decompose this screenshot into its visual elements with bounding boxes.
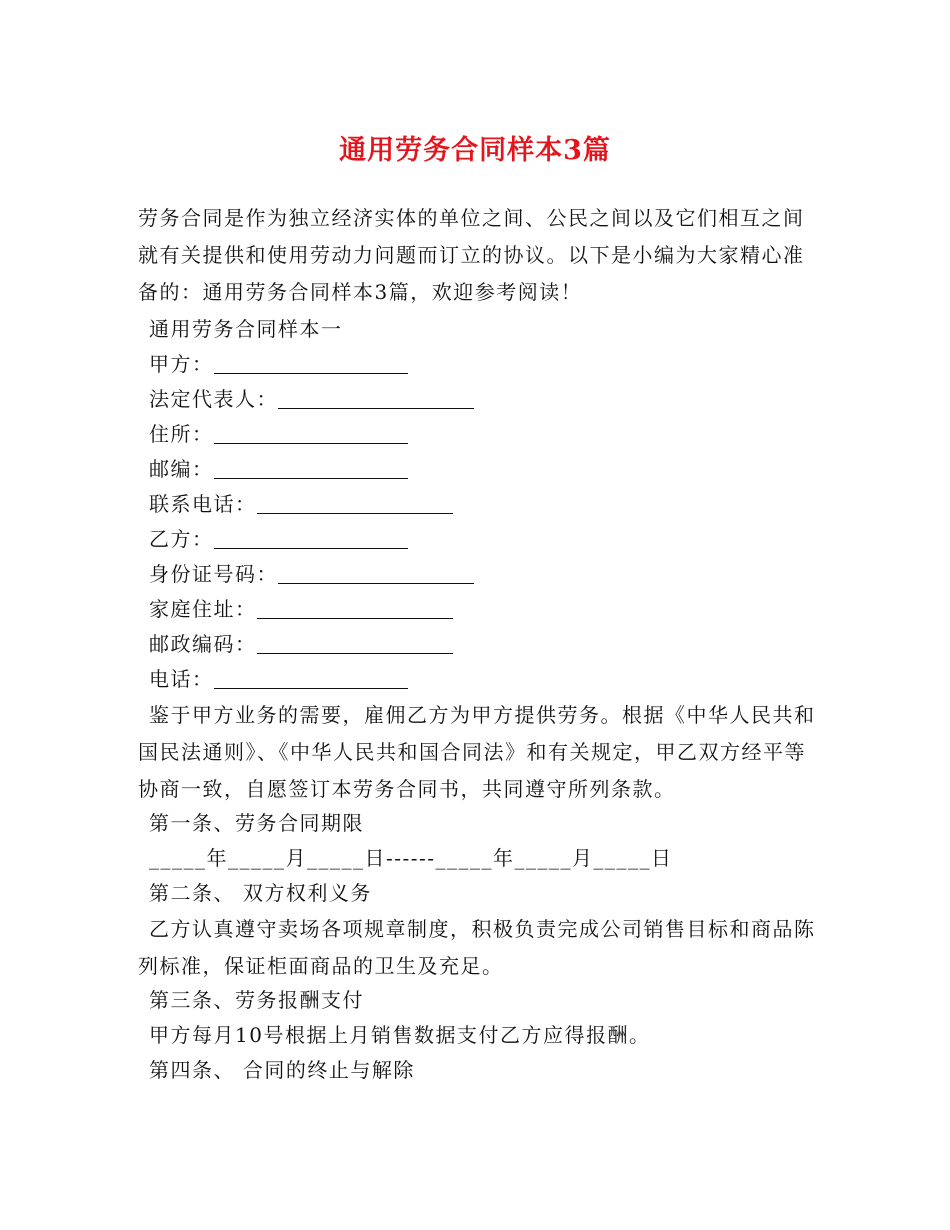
field-contact-phone bbox=[138, 487, 818, 522]
fill-in-blank bbox=[257, 491, 453, 514]
fill-in-blank bbox=[257, 631, 453, 654]
fill-in-blank bbox=[214, 526, 408, 549]
section-heading: 通用劳务合同样本一 bbox=[149, 317, 343, 341]
fill-in-blank bbox=[257, 596, 453, 619]
field-party-a bbox=[138, 347, 818, 382]
field-label: 电话： bbox=[149, 667, 214, 691]
field-label: 联系电话： bbox=[149, 492, 257, 516]
fill-in-blank bbox=[214, 666, 408, 689]
field-label: 住所： bbox=[149, 422, 214, 446]
field-legal-representative bbox=[138, 382, 818, 417]
fill-in-blank bbox=[214, 421, 408, 444]
fill-in-blank bbox=[278, 386, 474, 409]
article-1-title: 第一条、劳务合同期限 bbox=[149, 811, 364, 835]
document-title: 通用劳务合同样本3篇 bbox=[339, 135, 611, 166]
article-2-text: 乙方认真遵守卖场各项规章制度，积极负责完成公司销售目标和商品陈列标准，保证柜面商品的卫生及充足。 bbox=[138, 917, 816, 978]
field-party-b bbox=[138, 522, 818, 557]
fill-in-blank bbox=[214, 456, 408, 479]
field-id-number bbox=[138, 557, 818, 592]
field-postcode bbox=[138, 452, 818, 487]
fill-in-blank bbox=[214, 351, 408, 374]
fill-in-blank bbox=[278, 561, 474, 584]
field-label: 家庭住址： bbox=[149, 597, 257, 621]
field-phone bbox=[138, 662, 818, 697]
field-label: 乙方： bbox=[149, 527, 214, 551]
article-2-title: 第二条、 双方权利义务 bbox=[149, 881, 372, 905]
field-label: 邮政编码： bbox=[149, 632, 257, 656]
article-1-term: _____年_____月_____日------_____年_____月_____日 bbox=[149, 846, 673, 870]
field-label: 身份证号码： bbox=[149, 562, 278, 586]
field-label: 甲方： bbox=[149, 352, 214, 376]
article-3-text: 甲方每月10号根据上月销售数据支付乙方应得报酬。 bbox=[149, 1023, 651, 1047]
field-address bbox=[138, 417, 818, 452]
field-home-address bbox=[138, 592, 818, 627]
article-3-title: 第三条、劳务报酬支付 bbox=[149, 988, 364, 1012]
contract-body bbox=[138, 312, 818, 1088]
intro-paragraph: 劳务合同是作为独立经济实体的单位之间、公民之间以及它们相互之间就有关提供和使用劳动力问题而订立的协议。以下是小编为大家精心准备的：通用劳务合同样本3篇，欢迎参考阅读！ bbox=[138, 206, 805, 304]
field-postal-code bbox=[138, 627, 818, 662]
article-4-title: 第四条、 合同的终止与解除 bbox=[149, 1058, 415, 1082]
field-label: 邮编： bbox=[149, 457, 214, 481]
preamble-paragraph: 鉴于甲方业务的需要，雇佣乙方为甲方提供劳务。根据《中华人民共和国民法通则》、《中华人民共和国合同法》和有关规定，甲乙双方经平等协商一致，自愿签订本劳务合同书，共同遵守所列条款。 bbox=[138, 703, 816, 801]
field-label: 法定代表人： bbox=[149, 387, 278, 411]
